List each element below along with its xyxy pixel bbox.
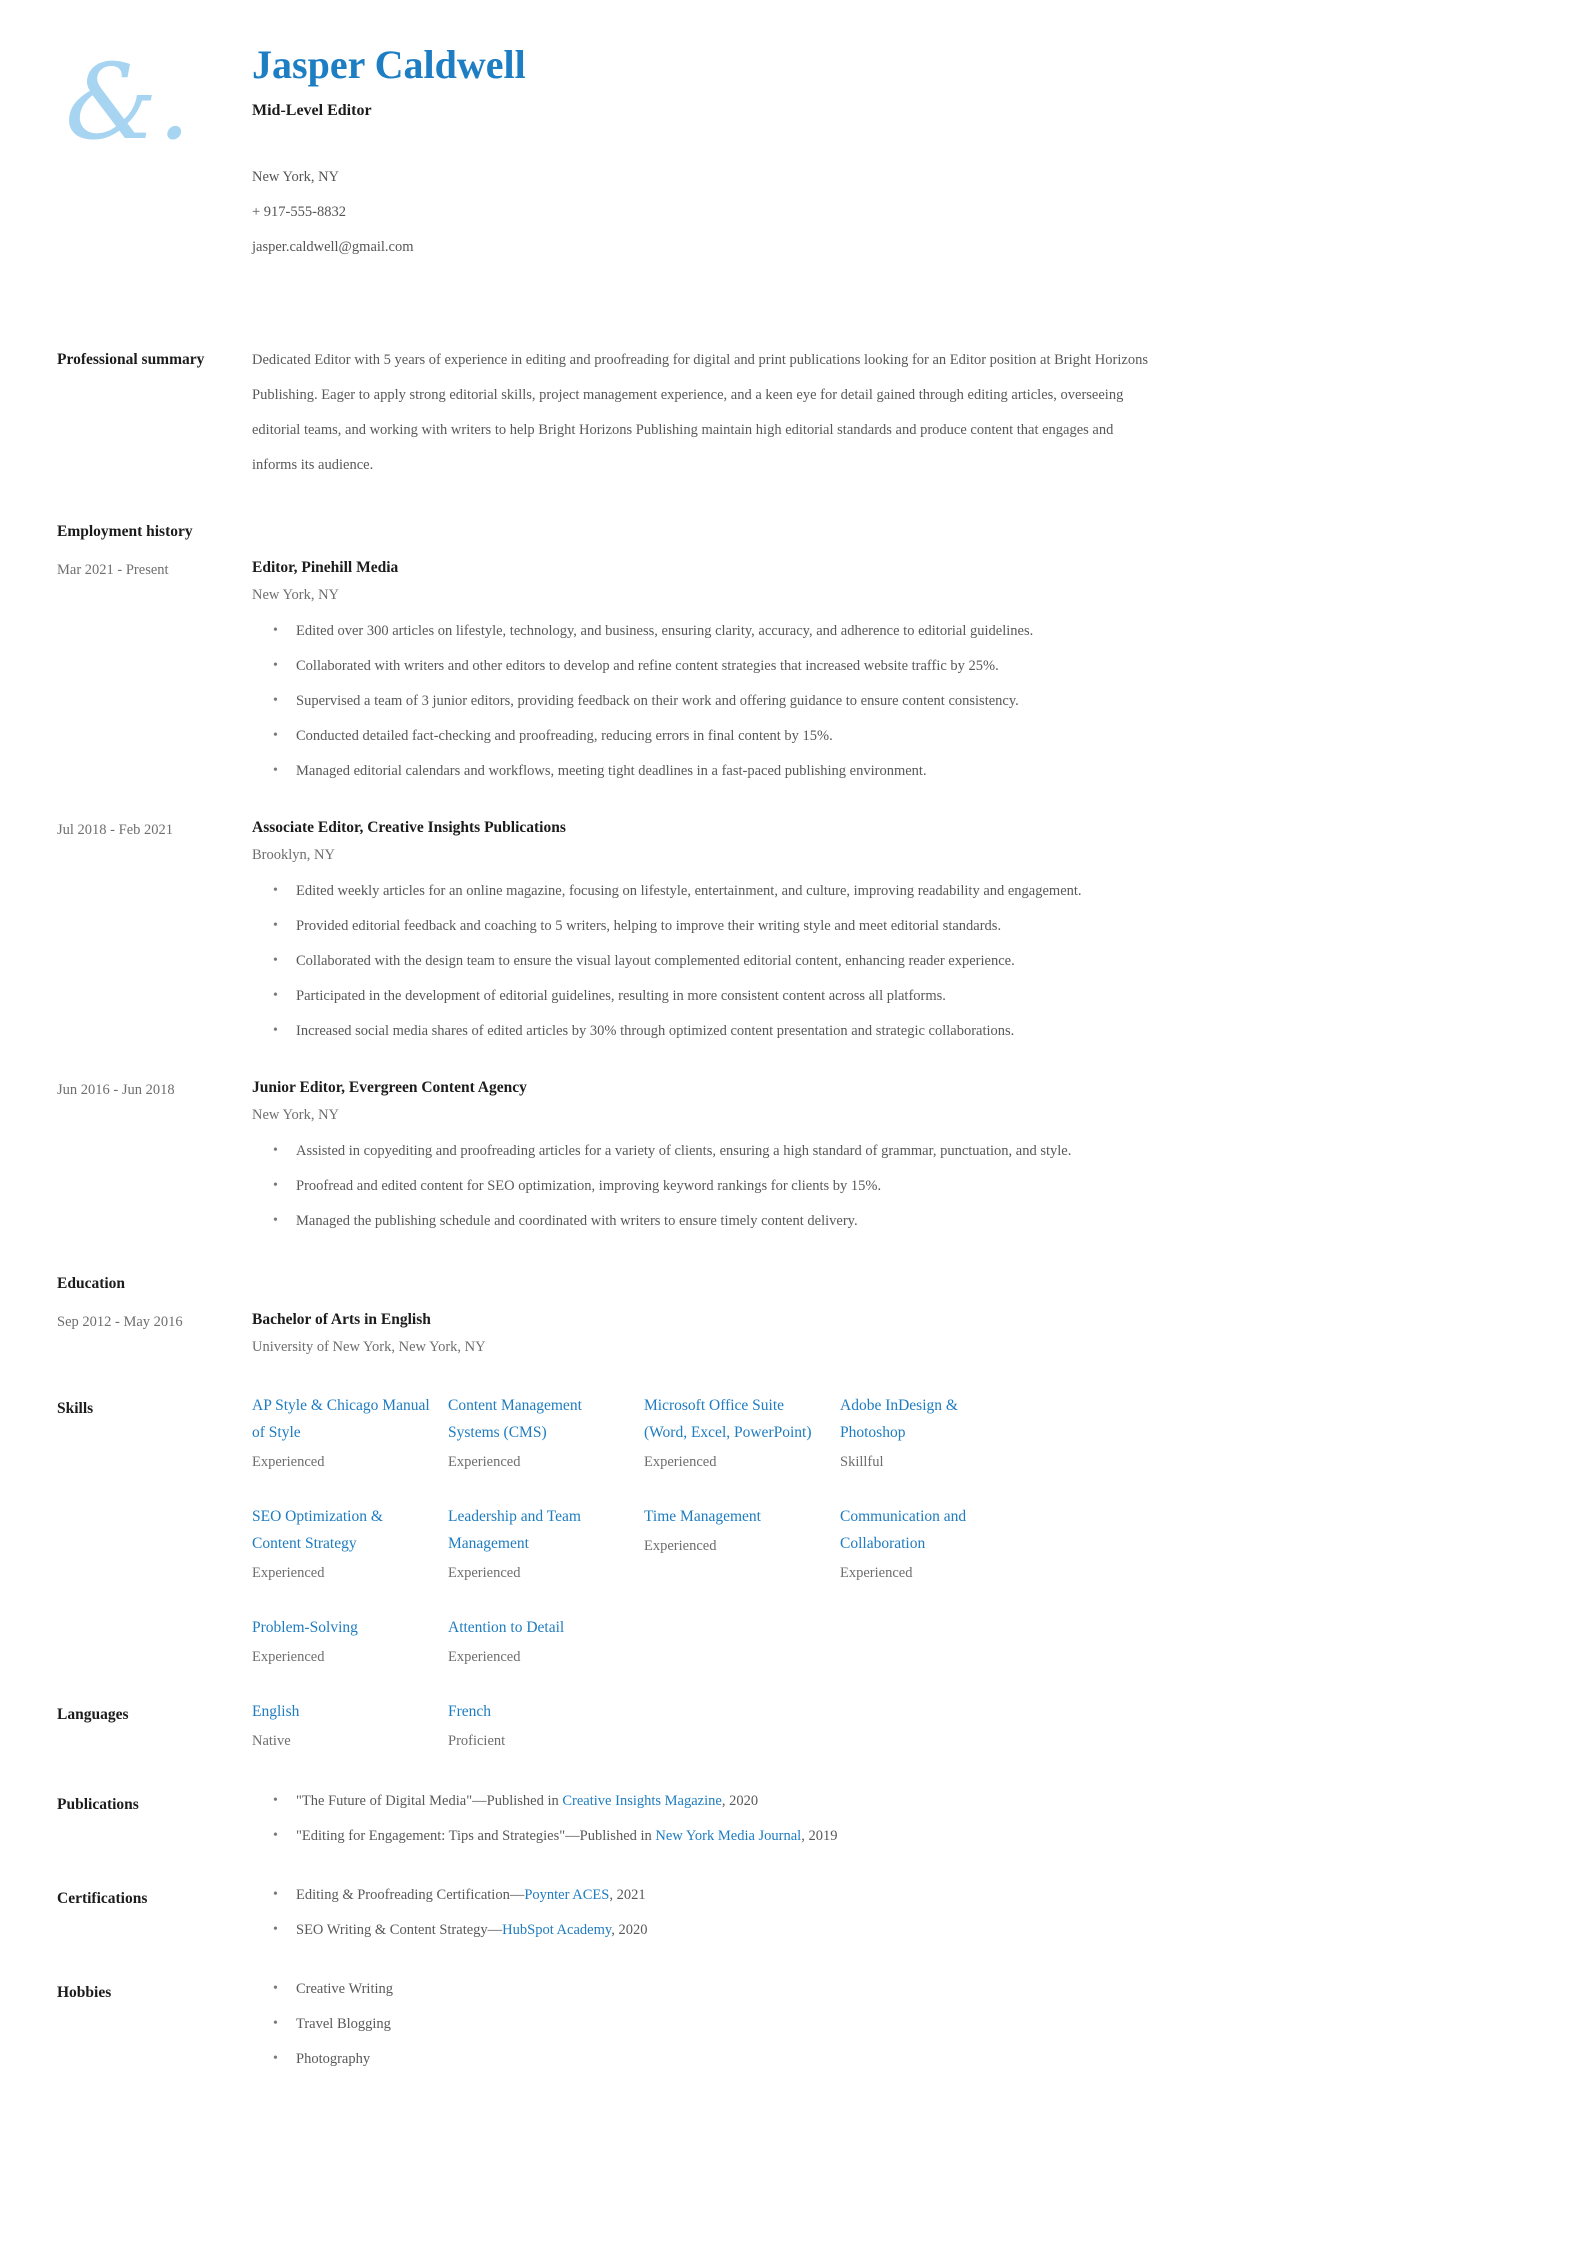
section-label-employment-history: Employment history xyxy=(57,523,193,540)
job-title: Junior Editor, Evergreen Content Agency xyxy=(252,1079,527,1096)
section-education xyxy=(57,1267,1588,1297)
ampersand-logo-icon: &. xyxy=(65,41,191,163)
certification-link[interactable]: Poynter ACES xyxy=(524,1887,610,1903)
job-bullet: • Managed editorial calendars and workflows, meeting tight deadlines in a fast-paced publishing environment. xyxy=(252,760,1152,782)
section-label-publications: Publications xyxy=(57,1796,139,1813)
skill-name: Content Management Systems (CMS) xyxy=(448,1397,582,1441)
job-location: New York, NY xyxy=(252,587,340,603)
job-bullet: • Assisted in copyediting and proofreading articles for a variety of clients, ensuring a high standard of grammar, punctuation, and style. xyxy=(252,1140,1152,1162)
job-bullet-list xyxy=(252,620,1152,782)
publication-link[interactable]: Creative Insights Magazine xyxy=(562,1793,722,1809)
hobby-item: • Photography xyxy=(252,2048,1152,2070)
job-location: Brooklyn, NY xyxy=(252,847,335,863)
job-title: Associate Editor, Creative Insights Publications xyxy=(252,819,566,836)
job-bullet: • Conducted detailed fact-checking and proofreading, reducing errors in final content by 15%. xyxy=(252,725,1152,747)
job-bullet: • Managed the publishing schedule and coordinated with writers to ensure timely content delivery. xyxy=(252,1210,1152,1232)
language-level: Proficient xyxy=(448,1733,506,1749)
section-languages xyxy=(57,1698,1588,1752)
certifications-list xyxy=(252,1884,1152,1954)
section-skills xyxy=(57,1392,1588,1668)
skill-level: Skillful xyxy=(840,1454,884,1470)
publication-text: "Editing for Engagement: Tips and Strategies"—Published in xyxy=(296,1828,656,1844)
contact-phone: + 917-555-8832 xyxy=(252,204,346,220)
language-level: Native xyxy=(252,1733,291,1749)
certification-text: SEO Writing & Content Strategy— xyxy=(296,1922,503,1938)
skill-item xyxy=(840,1503,1036,1584)
job-bullet: • Increased social media shares of edited articles by 30% through optimized content presentation and strategic collaborations. xyxy=(252,1020,1152,1042)
certification-text: Editing & Proofreading Certification— xyxy=(296,1887,525,1903)
job-dates: Mar 2021 - Present xyxy=(57,562,169,578)
job-bullet-list xyxy=(252,880,1152,1042)
hobby-item: • Travel Blogging xyxy=(252,2013,1152,2035)
publication-item xyxy=(252,1790,1152,1812)
certification-link[interactable]: HubSpot Academy xyxy=(502,1922,612,1938)
header-content xyxy=(252,42,1152,265)
candidate-job-title: Mid-Level Editor xyxy=(252,102,372,119)
job-bullet: • Edited weekly articles for an online magazine, focusing on lifestyle, entertainment, and culture, improving readability and engagement. xyxy=(252,880,1152,902)
section-label-skills: Skills xyxy=(57,1400,94,1417)
job-bullet: • Edited over 300 articles on lifestyle, technology, and business, ensuring clarity, accuracy, and adherence to editorial guidelines. xyxy=(252,620,1152,642)
job-entry xyxy=(57,1077,1588,1245)
section-label-hobbies: Hobbies xyxy=(57,1984,112,2001)
certification-item xyxy=(252,1884,1152,1906)
skill-level: Experienced xyxy=(448,1649,521,1665)
skill-item xyxy=(644,1392,840,1473)
job-dates: Jun 2016 - Jun 2018 xyxy=(57,1082,175,1098)
section-label-languages: Languages xyxy=(57,1706,129,1723)
skill-level: Experienced xyxy=(252,1649,325,1665)
job-bullet: • Participated in the development of editorial guidelines, resulting in more consistent content across all platforms. xyxy=(252,985,1152,1007)
hobbies-list xyxy=(252,1978,1152,2083)
education-entry xyxy=(57,1309,1588,1358)
job-bullet-list xyxy=(252,1140,1152,1232)
section-label-certifications: Certifications xyxy=(57,1890,148,1907)
contact-location: New York, NY xyxy=(252,169,340,185)
skill-name: Communication and Collaboration xyxy=(840,1508,967,1552)
job-bullet: • Supervised a team of 3 junior editors, providing feedback on their work and offering guidance to ensure content consistency. xyxy=(252,690,1152,712)
skill-item xyxy=(252,1503,448,1584)
skill-item xyxy=(448,1614,644,1668)
skill-name: Leadership and Team Management xyxy=(448,1508,581,1552)
skill-level: Experienced xyxy=(252,1565,325,1581)
professional-summary-text: Dedicated Editor with 5 years of experience in editing and proofreading for digital and print publications looking for an Editor position at Bright Horizons Publishing. Eager to apply strong editorial skills, project management experience, and a keen eye for detail gained through editing articles, overseeing editorial teams, and working with writers to help Bright Horizons Publishing maintain high editorial standards and produce content that engages and informs its audience. xyxy=(252,352,1148,473)
education-dates: Sep 2012 - May 2016 xyxy=(57,1314,183,1330)
language-item xyxy=(448,1698,644,1752)
skill-name: Adobe InDesign & Photoshop xyxy=(840,1397,958,1441)
candidate-name: Jasper Caldwell xyxy=(252,42,526,87)
job-entry xyxy=(57,557,1588,795)
education-degree: Bachelor of Arts in English xyxy=(252,1311,431,1328)
job-bullet: • Collaborated with the design team to ensure the visual layout complemented editorial content, enhancing reader experience. xyxy=(252,950,1152,972)
skill-level: Experienced xyxy=(840,1565,913,1581)
certification-item xyxy=(252,1919,1152,1941)
skill-item xyxy=(252,1392,448,1473)
section-publications xyxy=(57,1788,1588,1860)
skill-name: Microsoft Office Suite (Word, Excel, PowerPoint) xyxy=(644,1397,812,1441)
publication-item xyxy=(252,1825,1152,1847)
skill-level: Experienced xyxy=(252,1454,325,1470)
publication-link[interactable]: New York Media Journal xyxy=(655,1828,802,1844)
skill-name: Attention to Detail xyxy=(448,1619,565,1636)
job-title: Editor, Pinehill Media xyxy=(252,559,399,576)
skill-level: Experienced xyxy=(448,1565,521,1581)
skill-item xyxy=(448,1392,644,1473)
language-name: French xyxy=(448,1703,492,1720)
job-dates: Jul 2018 - Feb 2021 xyxy=(57,822,173,838)
skill-name: AP Style & Chicago Manual of Style xyxy=(252,1397,430,1441)
skill-item xyxy=(448,1503,644,1584)
skill-name: Problem-Solving xyxy=(252,1619,358,1636)
language-item xyxy=(252,1698,448,1752)
skill-name: Time Management xyxy=(644,1508,761,1525)
skill-item xyxy=(252,1614,448,1668)
section-professional-summary xyxy=(57,343,1588,483)
publication-year: , 2019 xyxy=(801,1828,838,1844)
skill-level: Experienced xyxy=(644,1538,717,1554)
language-name: English xyxy=(252,1703,300,1720)
job-bullet: • Collaborated with writers and other editors to develop and refine content strategies that increased website traffic by 25%. xyxy=(252,655,1152,677)
publications-list xyxy=(252,1790,1152,1860)
languages-grid xyxy=(252,1698,1152,1752)
skills-grid xyxy=(252,1392,1152,1668)
section-hobbies xyxy=(57,1976,1588,2083)
section-label-professional-summary: Professional summary xyxy=(57,351,205,368)
skill-item xyxy=(644,1503,840,1584)
publication-year: , 2020 xyxy=(721,1793,759,1809)
certification-year: , 2021 xyxy=(609,1887,646,1903)
section-label-education: Education xyxy=(57,1275,126,1292)
job-bullet: • Provided editorial feedback and coaching to 5 writers, helping to improve their writing style and meet editorial standards. xyxy=(252,915,1152,937)
education-school: University of New York, New York, NY xyxy=(252,1339,486,1355)
certification-year: , 2020 xyxy=(611,1922,648,1938)
contact-block xyxy=(252,160,1152,265)
skill-level: Experienced xyxy=(644,1454,717,1470)
job-bullet: • Proofread and edited content for SEO optimization, improving keyword rankings for clients by 15%. xyxy=(252,1175,1152,1197)
contact-email: jasper.caldwell@gmail.com xyxy=(252,239,414,255)
publication-text: "The Future of Digital Media"—Published in xyxy=(296,1793,563,1809)
skill-name: SEO Optimization & Content Strategy xyxy=(252,1508,383,1552)
job-location: New York, NY xyxy=(252,1107,340,1123)
job-entry xyxy=(57,817,1588,1055)
section-certifications xyxy=(57,1882,1588,1954)
skill-level: Experienced xyxy=(448,1454,521,1470)
section-employment-history xyxy=(57,515,1588,545)
skill-item xyxy=(840,1392,1036,1473)
resume-header xyxy=(57,42,1588,265)
hobby-item: • Creative Writing xyxy=(252,1978,1152,2000)
